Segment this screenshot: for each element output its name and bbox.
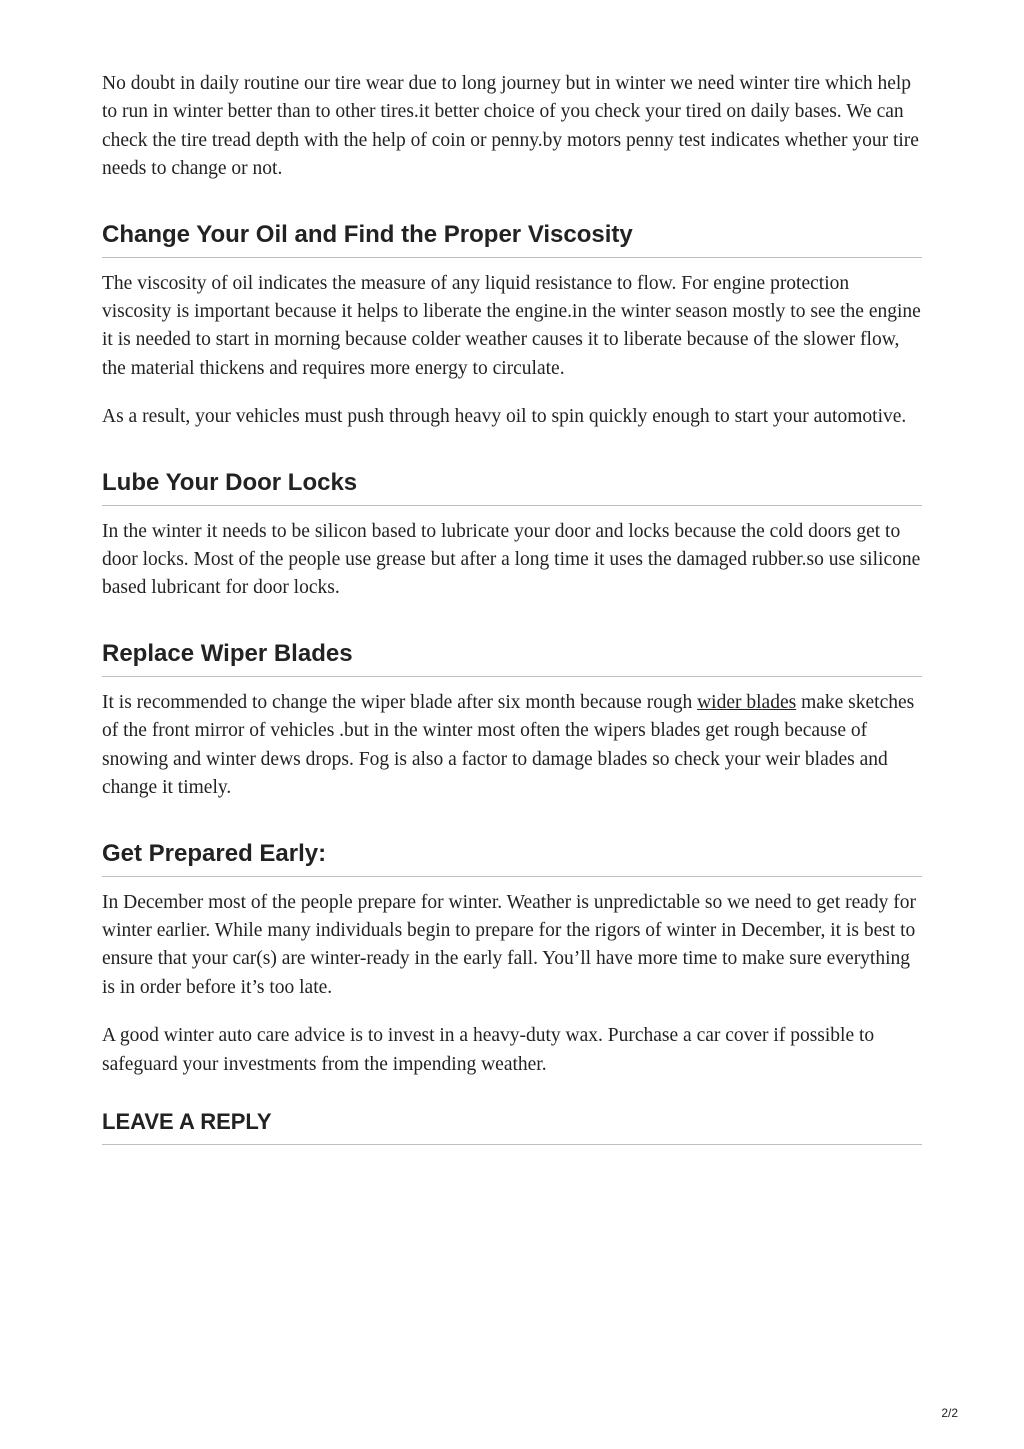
oil-heading: Change Your Oil and Find the Proper Viscosity bbox=[102, 220, 922, 258]
page-number: 2/2 bbox=[941, 1406, 958, 1420]
article-body bbox=[102, 70, 922, 1145]
oil-paragraph-1: The viscosity of oil indicates the measure of any liquid resistance to flow. For engine protection viscosity is important because it helps to liberate the engine.in the winter season mostly to see the engine it is needed to start in morning because colder weather causes it to liberate because of the slower flow, the material thickens and requires more energy to circulate. bbox=[102, 272, 921, 379]
wipers-text-before-link: It is recommended to change the wiper blade after six month because rough bbox=[102, 691, 698, 713]
wipers-paragraph bbox=[102, 689, 922, 803]
prepared-paragraph-2: A good winter auto care advice is to invest in a heavy-duty wax. Purchase a car cover if possible to safeguard your investments from the impending weather. bbox=[102, 1025, 875, 1075]
intro-paragraph: No doubt in daily routine our tire wear due to long journey but in winter we need winter tire which help to run in winter better than to other tires.it better choice of you check your tired on daily bases. We can check the tire tread depth with the help of coin or penny.by motors penny test indicates whether your tire needs to change or not. bbox=[102, 73, 919, 180]
locks-heading: Lube Your Door Locks bbox=[102, 468, 922, 506]
oil-paragraph-2: As a result, your vehicles must push through heavy oil to spin quickly enough to start your automotive. bbox=[102, 406, 907, 428]
wipers-heading: Replace Wiper Blades bbox=[102, 639, 922, 677]
prepared-heading: Get Prepared Early: bbox=[102, 839, 922, 877]
wipers-text-after-link: make sketches of the front mirror of vehicles .but in the winter most often the wipers blades get rough because of snowing and winter dews drops. Fog is also a factor to damage blades so check your weir blades and change it timely. bbox=[102, 691, 915, 799]
leave-reply-heading: LEAVE A REPLY bbox=[102, 1107, 922, 1145]
locks-paragraph: In the winter it needs to be silicon based to lubricate your door and locks because the cold doors get to door locks. Most of the people use grease but after a long time it uses the damaged rubber.so use silicone based lubricant for door locks. bbox=[102, 520, 921, 599]
prepared-paragraph-1: In December most of the people prepare for winter. Weather is unpredictable so we need to get ready for winter earlier. While many individuals begin to prepare for the rigors of winter in December, it is best to ensure that your car(s) are winter-ready in the early fall. You’ll have more time to make sure everything is in order before it’s too late. bbox=[102, 891, 917, 998]
wider-blades-link[interactable]: wider blades bbox=[697, 691, 797, 713]
